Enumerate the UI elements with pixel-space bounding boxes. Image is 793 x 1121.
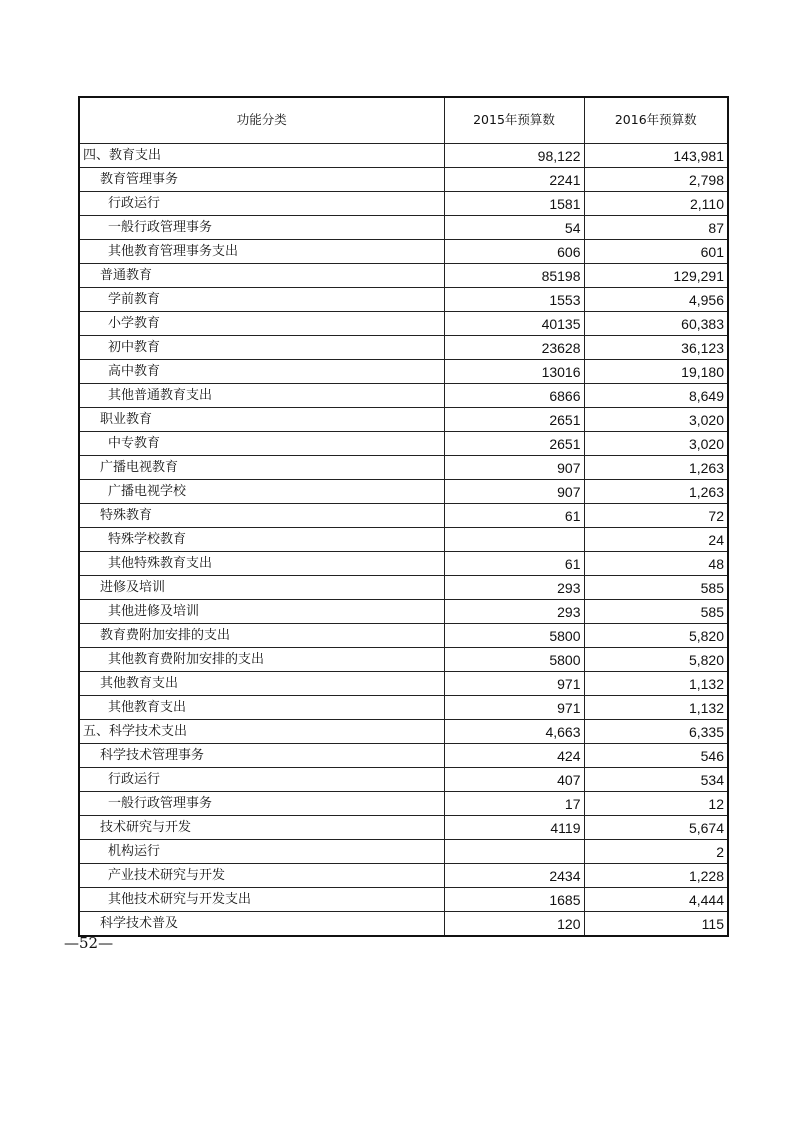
table-row: [79, 216, 728, 240]
budget-2015-value: 971: [444, 696, 584, 720]
budget-2016-value: 129,291: [584, 264, 728, 288]
budget-2015-value: 98,122: [444, 144, 584, 168]
table-row: [79, 504, 728, 528]
budget-2015-value: 17: [444, 792, 584, 816]
category-name: 其他特殊教育支出: [79, 552, 444, 576]
category-name: 普通教育: [79, 264, 444, 288]
budget-2015-value: 606: [444, 240, 584, 264]
table-row: [79, 264, 728, 288]
category-name: 其他教育支出: [79, 672, 444, 696]
budget-2016-value: 1,263: [584, 456, 728, 480]
category-name: 科学技术普及: [79, 912, 444, 937]
budget-2016-value: 1,263: [584, 480, 728, 504]
table-row: [79, 240, 728, 264]
budget-2016-value: 3,020: [584, 432, 728, 456]
budget-2015-value: 407: [444, 768, 584, 792]
header-row: [79, 97, 728, 144]
table-row: [79, 864, 728, 888]
budget-2016-value: 5,820: [584, 648, 728, 672]
budget-2016-value: 12: [584, 792, 728, 816]
table-row: [79, 288, 728, 312]
budget-2016-value: 48: [584, 552, 728, 576]
budget-2016-value: 5,820: [584, 624, 728, 648]
budget-2016-value: 19,180: [584, 360, 728, 384]
budget-2015-value: 907: [444, 456, 584, 480]
category-name: 学前教育: [79, 288, 444, 312]
budget-2015-value: 2434: [444, 864, 584, 888]
budget-2016-value: 3,020: [584, 408, 728, 432]
table-row: [79, 168, 728, 192]
budget-2016-value: 5,674: [584, 816, 728, 840]
budget-2015-value: [444, 528, 584, 552]
table-row: [79, 912, 728, 937]
table-row: [79, 744, 728, 768]
table-row: [79, 360, 728, 384]
budget-2015-value: 1553: [444, 288, 584, 312]
budget-2015-value: 907: [444, 480, 584, 504]
budget-2016-value: 87: [584, 216, 728, 240]
table-row: [79, 696, 728, 720]
budget-2016-value: 6,335: [584, 720, 728, 744]
table-row: [79, 600, 728, 624]
category-name: 教育管理事务: [79, 168, 444, 192]
category-name: 其他教育管理事务支出: [79, 240, 444, 264]
budget-2015-value: 120: [444, 912, 584, 937]
category-name: 五、科学技术支出: [79, 720, 444, 744]
category-name: 进修及培训: [79, 576, 444, 600]
budget-2016-value: 36,123: [584, 336, 728, 360]
table-row: [79, 576, 728, 600]
budget-2016-value: 2: [584, 840, 728, 864]
table-row: [79, 192, 728, 216]
budget-2016-value: 601: [584, 240, 728, 264]
budget-2016-value: 1,132: [584, 672, 728, 696]
table-row: [79, 144, 728, 168]
page-number: —52—: [64, 934, 114, 952]
budget-2015-value: 1685: [444, 888, 584, 912]
category-name: 广播电视教育: [79, 456, 444, 480]
budget-2016-value: 72: [584, 504, 728, 528]
budget-2015-value: 6866: [444, 384, 584, 408]
header-category: 功能分类: [79, 97, 444, 144]
budget-2016-value: 4,444: [584, 888, 728, 912]
category-name: 其他教育支出: [79, 696, 444, 720]
table-row: [79, 384, 728, 408]
category-name: 四、教育支出: [79, 144, 444, 168]
category-name: 一般行政管理事务: [79, 216, 444, 240]
category-name: 产业技术研究与开发: [79, 864, 444, 888]
table-row: [79, 480, 728, 504]
category-name: 小学教育: [79, 312, 444, 336]
table-row: [79, 888, 728, 912]
budget-2016-value: 1,132: [584, 696, 728, 720]
category-name: 教育费附加安排的支出: [79, 624, 444, 648]
budget-2016-value: 2,798: [584, 168, 728, 192]
table-row: [79, 408, 728, 432]
category-name: 其他教育费附加安排的支出: [79, 648, 444, 672]
category-name: 其他进修及培训: [79, 600, 444, 624]
budget-2015-value: 40135: [444, 312, 584, 336]
category-name: 一般行政管理事务: [79, 792, 444, 816]
budget-2016-value: 585: [584, 600, 728, 624]
category-name: 广播电视学校: [79, 480, 444, 504]
table-row: [79, 792, 728, 816]
budget-2015-value: 1581: [444, 192, 584, 216]
budget-2015-value: 61: [444, 552, 584, 576]
budget-2015-value: 54: [444, 216, 584, 240]
table-header: [79, 97, 728, 144]
budget-2015-value: 4119: [444, 816, 584, 840]
header-2015-budget: 2015年预算数: [444, 97, 584, 144]
category-name: 科学技术管理事务: [79, 744, 444, 768]
category-name: 职业教育: [79, 408, 444, 432]
budget-2015-value: 61: [444, 504, 584, 528]
header-2016-budget: 2016年预算数: [584, 97, 728, 144]
table-row: [79, 816, 728, 840]
category-name: 特殊教育: [79, 504, 444, 528]
budget-2015-value: 5800: [444, 648, 584, 672]
budget-2015-value: 293: [444, 600, 584, 624]
budget-2016-value: 1,228: [584, 864, 728, 888]
table-row: [79, 552, 728, 576]
table-row: [79, 768, 728, 792]
budget-2016-value: 115: [584, 912, 728, 937]
budget-2016-value: 143,981: [584, 144, 728, 168]
budget-2015-value: 293: [444, 576, 584, 600]
table-row: [79, 336, 728, 360]
budget-2015-value: [444, 840, 584, 864]
table-row: [79, 432, 728, 456]
budget-table: [78, 96, 729, 937]
budget-2015-value: 23628: [444, 336, 584, 360]
budget-2015-value: 2651: [444, 408, 584, 432]
budget-2015-value: 5800: [444, 624, 584, 648]
budget-2016-value: 24: [584, 528, 728, 552]
table-body: [79, 144, 728, 937]
budget-2016-value: 60,383: [584, 312, 728, 336]
category-name: 中专教育: [79, 432, 444, 456]
category-name: 行政运行: [79, 192, 444, 216]
table-row: [79, 312, 728, 336]
budget-2016-value: 534: [584, 768, 728, 792]
table-row: [79, 720, 728, 744]
budget-2015-value: 2651: [444, 432, 584, 456]
budget-2015-value: 971: [444, 672, 584, 696]
budget-2015-value: 13016: [444, 360, 584, 384]
category-name: 初中教育: [79, 336, 444, 360]
budget-2015-value: 85198: [444, 264, 584, 288]
budget-2015-value: 2241: [444, 168, 584, 192]
category-name: 行政运行: [79, 768, 444, 792]
table-row: [79, 840, 728, 864]
table-row: [79, 648, 728, 672]
table-row: [79, 672, 728, 696]
budget-2015-value: 424: [444, 744, 584, 768]
category-name: 其他普通教育支出: [79, 384, 444, 408]
budget-2016-value: 8,649: [584, 384, 728, 408]
budget-2016-value: 585: [584, 576, 728, 600]
budget-2015-value: 4,663: [444, 720, 584, 744]
table-row: [79, 624, 728, 648]
category-name: 其他技术研究与开发支出: [79, 888, 444, 912]
category-name: 机构运行: [79, 840, 444, 864]
budget-2016-value: 2,110: [584, 192, 728, 216]
budget-2016-value: 4,956: [584, 288, 728, 312]
table-row: [79, 456, 728, 480]
category-name: 高中教育: [79, 360, 444, 384]
category-name: 技术研究与开发: [79, 816, 444, 840]
budget-2016-value: 546: [584, 744, 728, 768]
category-name: 特殊学校教育: [79, 528, 444, 552]
table-row: [79, 528, 728, 552]
